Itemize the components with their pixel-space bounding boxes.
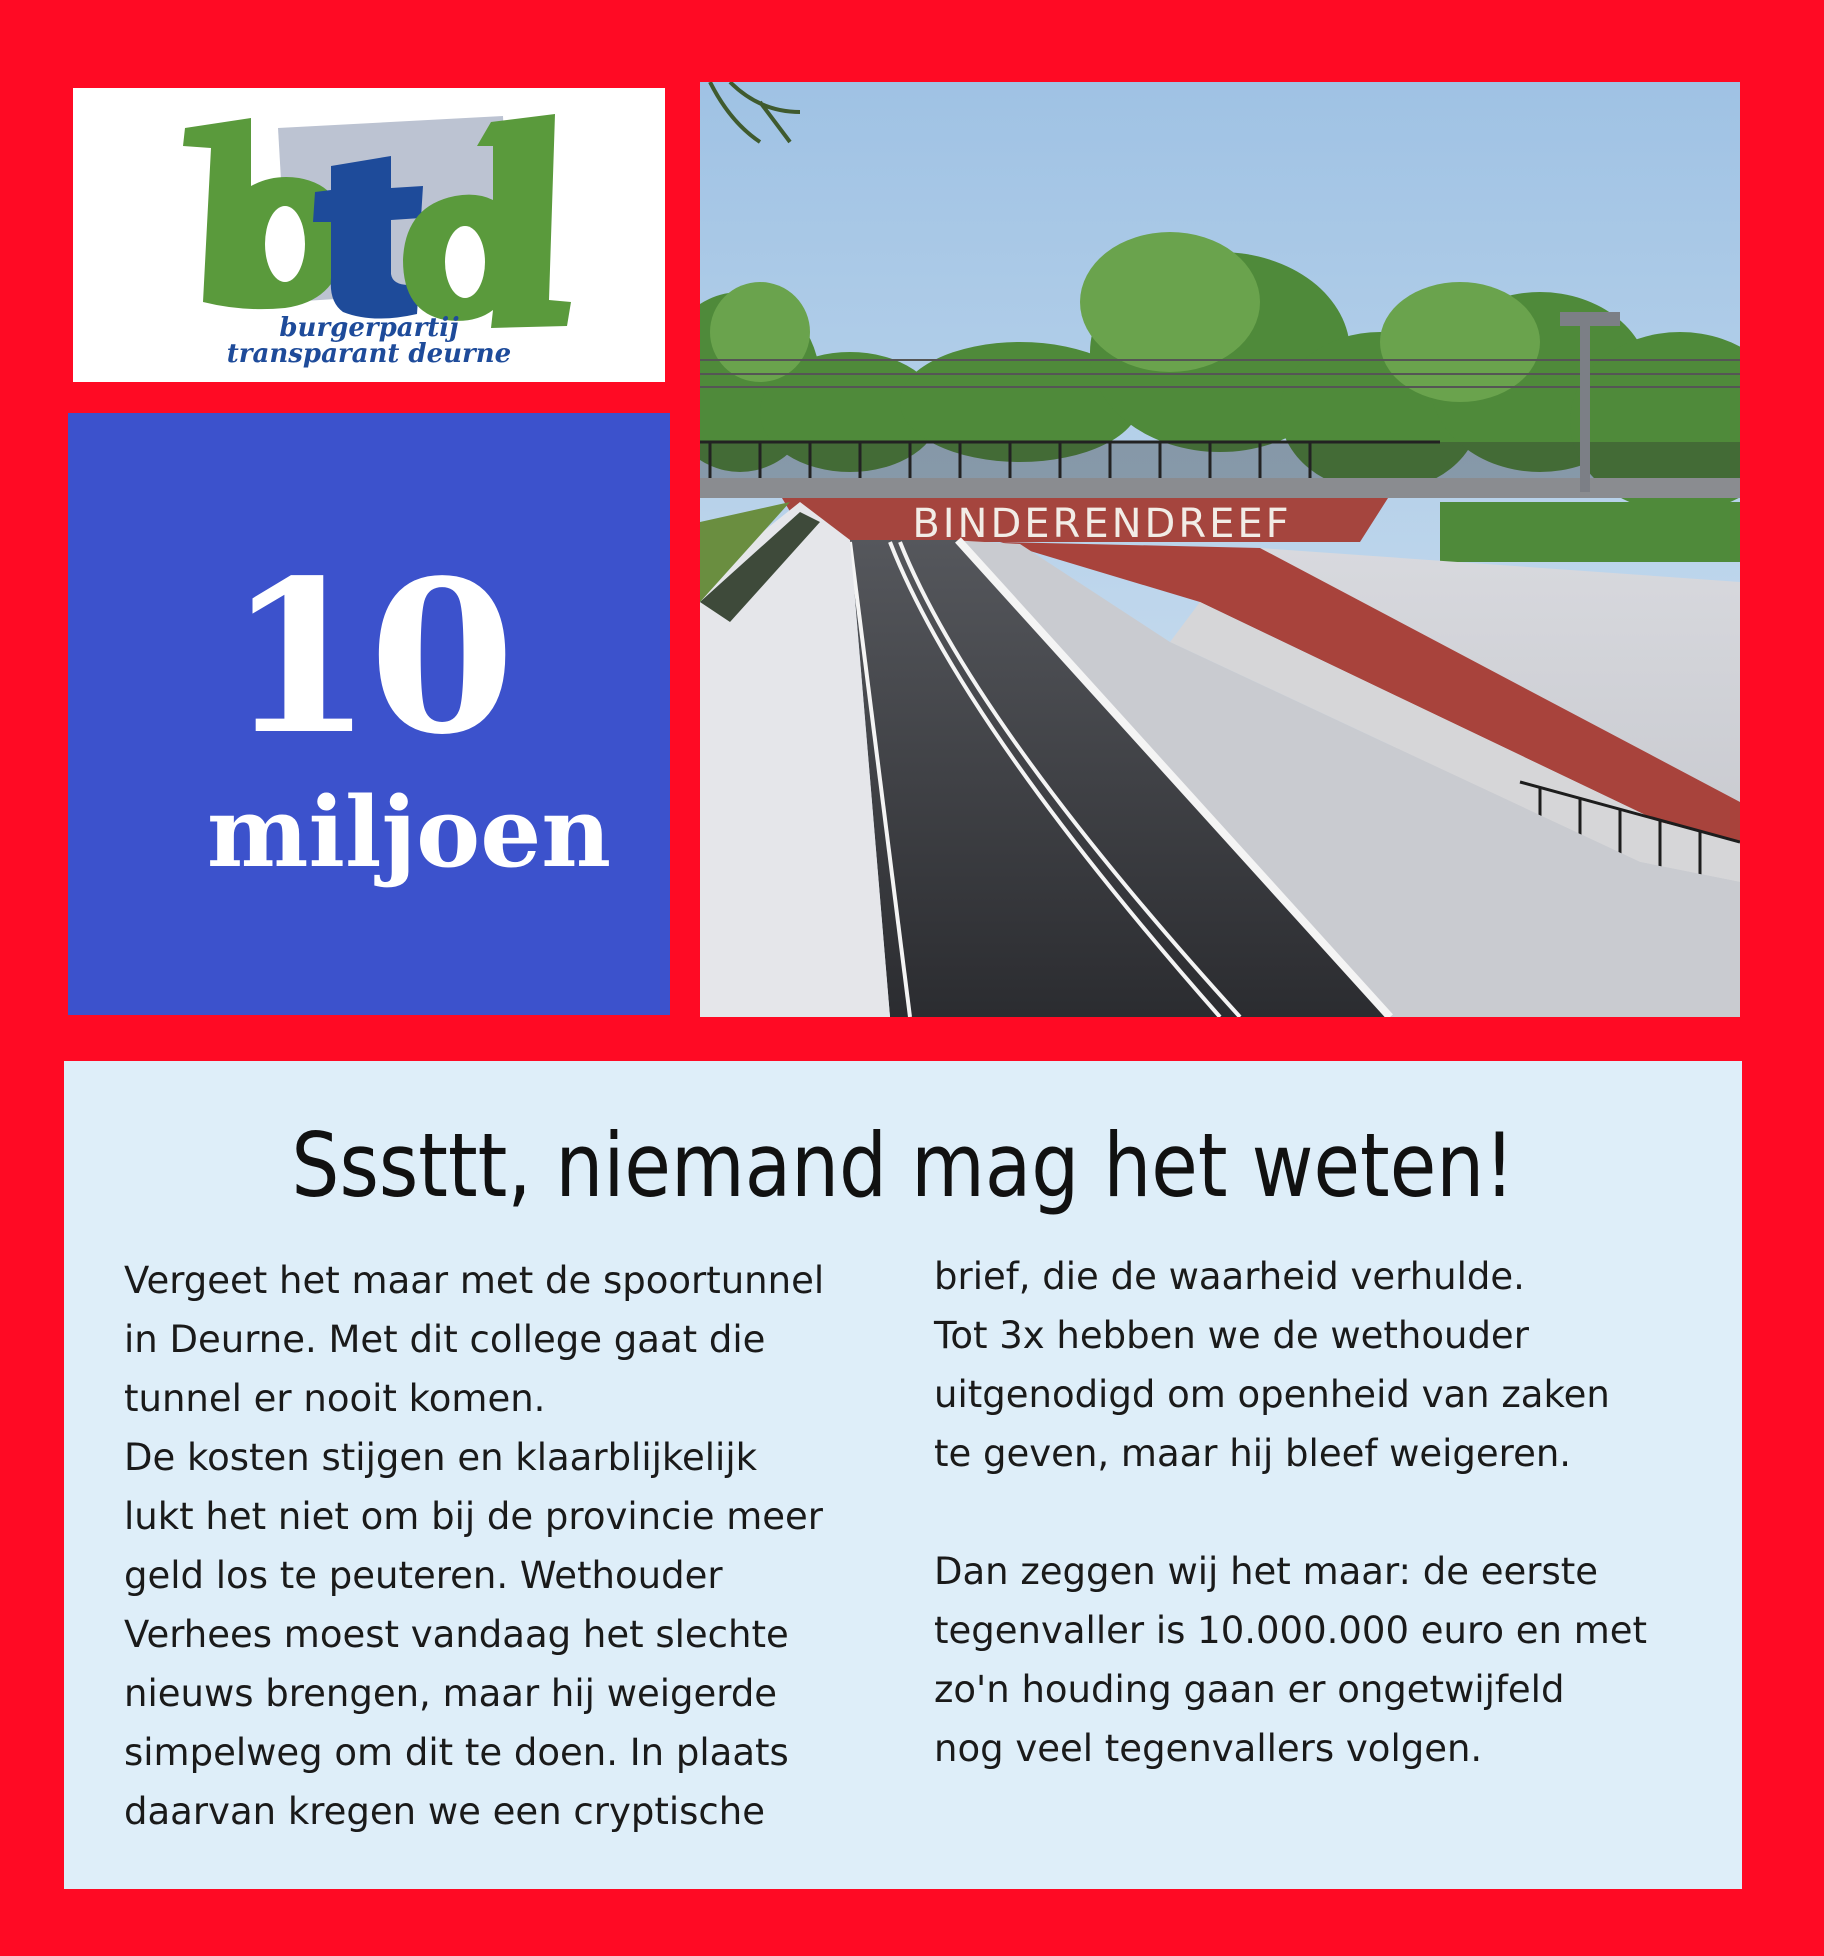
logo-tagline-line1: burgerpartij xyxy=(279,313,459,343)
party-logo xyxy=(73,88,665,382)
article-panel xyxy=(64,1061,1742,1889)
street-sign-text: BINDERENDREEF xyxy=(912,501,1292,547)
amount-number: 10 xyxy=(226,534,512,781)
article-headline: Sssttt, niemand mag het weten! xyxy=(291,1114,1515,1217)
article-column-right: brief, die de waarheid verhulde. Tot 3x hebben we de wethouder uitgenodigd om openheid van zaken te geven, maar hij bleef weigeren. Dan zeggen wij het maar: de eerste tegenvaller is 10.000.000 euro en met zo'n houding gaan er ongetwijfeld nog veel tegenvallers volgen. xyxy=(934,1255,1648,1770)
amount-box xyxy=(68,413,670,1015)
tunnel-scene-illustration xyxy=(700,82,1740,1017)
logo-tagline-line2: transparant deurne xyxy=(226,339,512,369)
tunnel-render-image xyxy=(700,82,1740,1017)
amount-unit: miljoen xyxy=(206,776,612,889)
article-column-left: Vergeet het maar met de spoortunnel in Deurne. Met dit college gaat die tunnel er nooit komen. De kosten stijgen en klaarblijkelijk lukt het niet om bij de provincie meer geld los te peuteren. Wethouder Verhees moest vandaag het slechte nieuws brengen, maar hij weigerde simpelweg om dit te doen. In plaats daarvan kregen we een cryptische xyxy=(124,1259,825,1833)
